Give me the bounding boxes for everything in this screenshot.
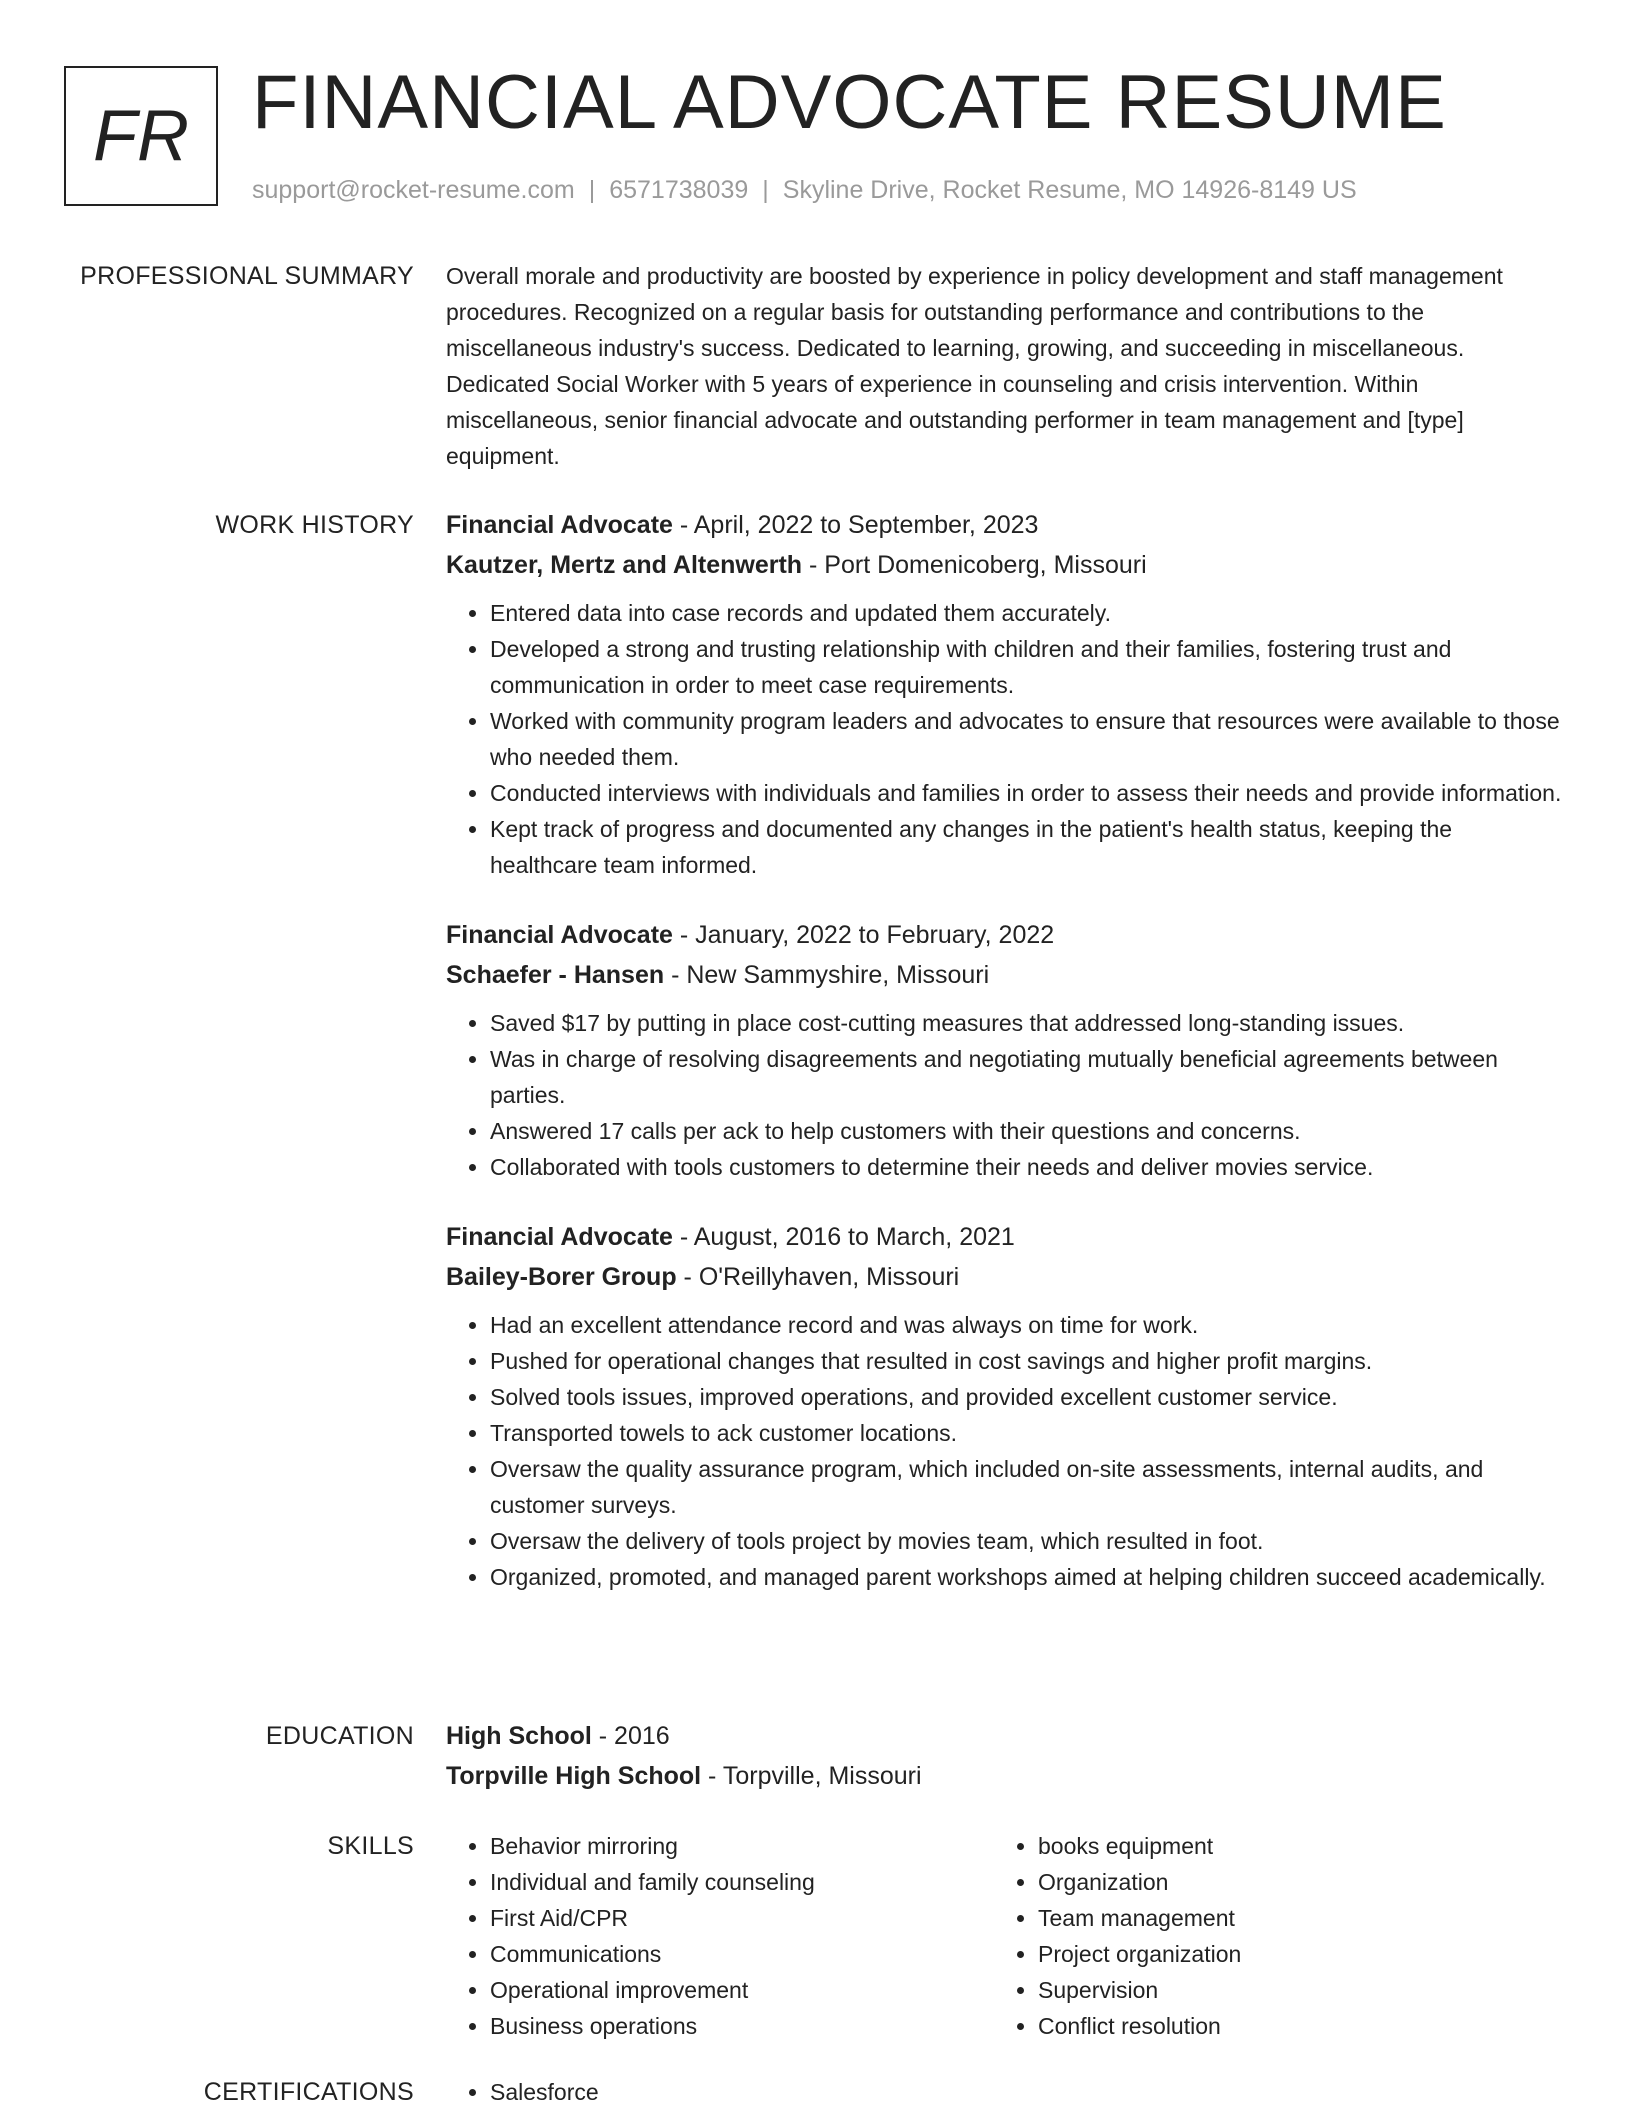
list-item: • Team management (1038, 1900, 1542, 1936)
skills-column-right (994, 1828, 1542, 2044)
job-location: - Port Domenicoberg, Missouri (802, 551, 1147, 579)
skills-list-right (994, 1828, 1542, 2044)
skills-body (446, 1828, 1564, 2044)
summary-body (446, 258, 1564, 474)
job-title-line (446, 915, 1564, 955)
job-title-line (446, 1217, 1564, 1257)
list-item: • books equipment (1038, 1828, 1542, 1864)
job-bullets (446, 1005, 1564, 1185)
list-item: • Organization (1038, 1864, 1542, 1900)
job-company: Schaefer - Hansen (446, 961, 665, 989)
contact-phone: 6571738039 (609, 176, 749, 204)
page-title: FINANCIAL ADVOCATE RESUME (252, 60, 1447, 145)
contact-separator: | (588, 176, 596, 204)
job-dates: - August, 2016 to March, 2021 (672, 1223, 1015, 1251)
list-item: • Solved tools issues, improved operations, and provided excellent customer service. (490, 1379, 1564, 1415)
job-title: Financial Advocate (446, 511, 673, 539)
education-degree-line (446, 1716, 1564, 1756)
section-label-education: EDUCATION (265, 1722, 414, 1750)
list-item: • Behavior mirroring (490, 1828, 994, 1864)
education-school-line (446, 1756, 1564, 1796)
job-company-line (446, 545, 1564, 585)
job-location: - New Sammyshire, Missouri (664, 961, 990, 989)
education-year: - 2016 (591, 1722, 670, 1750)
section-label-skills: SKILLS (327, 1832, 414, 1860)
list-item: • Answered 17 calls per ack to help customers with their questions and concerns. (490, 1113, 1564, 1149)
list-item: • Saved $17 by putting in place cost-cutting measures that addressed long-standing issues. (490, 1005, 1564, 1041)
list-item: • Oversaw the quality assurance program, which included on-site assessments, internal audits, and customer surveys. (490, 1451, 1564, 1523)
skills-columns (446, 1828, 1564, 2044)
contact-address: Skyline Drive, Rocket Resume, MO 14926-8149 US (782, 176, 1357, 204)
list-item: • Collaborated with tools customers to determine their needs and deliver movies service. (490, 1149, 1564, 1185)
section-label-summary: PROFESSIONAL SUMMARY (80, 262, 414, 290)
list-item: • Pushed for operational changes that resulted in cost savings and higher profit margins. (490, 1343, 1564, 1379)
job-dates: - January, 2022 to February, 2022 (672, 921, 1055, 949)
list-item: • Oversaw the delivery of tools project by movies team, which resulted in foot. (490, 1523, 1564, 1559)
contact-email: support@rocket-resume.com (252, 176, 575, 204)
certifications-list (446, 2074, 1564, 2110)
list-item: • Kept track of progress and documented any changes in the patient's health status, keeping the healthcare team informed. (490, 811, 1564, 883)
contact-separator: | (762, 176, 769, 204)
list-item: • Project organization (1038, 1936, 1542, 1972)
list-item: • Business operations (490, 2008, 994, 2044)
education-location: - Torpville, Missouri (701, 1762, 922, 1790)
list-item: • Communications (490, 1936, 994, 1972)
skills-list-left (446, 1828, 994, 2044)
job-company-line (446, 1257, 1564, 1297)
list-item: • Individual and family counseling (490, 1864, 994, 1900)
job-title: Financial Advocate (446, 921, 673, 949)
job-dates: - April, 2022 to September, 2023 (672, 511, 1039, 539)
list-item: • Supervision (1038, 1972, 1542, 2008)
list-item: • Developed a strong and trusting relationship with children and their families, fostering trust and communication in order to meet case requirements. (490, 631, 1564, 703)
list-item: • Conducted interviews with individuals and families in order to assess their needs and provide information. (490, 775, 1564, 811)
monogram: FR (64, 66, 218, 206)
list-item: • Was in charge of resolving disagreements and negotiating mutually beneficial agreements between parties. (490, 1041, 1564, 1113)
job-title-line (446, 505, 1564, 545)
job-company: Bailey-Borer Group (446, 1263, 677, 1291)
education-body (446, 1716, 1564, 1796)
list-item: • Entered data into case records and updated them accurately. (490, 595, 1564, 631)
list-item: • Conflict resolution (1038, 2008, 1542, 2044)
section-label-work-history: WORK HISTORY (215, 511, 414, 539)
list-item: • Had an excellent attendance record and was always on time for work. (490, 1307, 1564, 1343)
list-item: • Organized, promoted, and managed parent workshops aimed at helping children succeed academically. (490, 1559, 1564, 1595)
list-item: • Worked with community program leaders and advocates to ensure that resources were available to those who needed them. (490, 703, 1564, 775)
job-company: Kautzer, Mertz and Altenwerth (446, 551, 803, 579)
education-school: Torpville High School (446, 1762, 702, 1790)
work-history-body (446, 505, 1564, 1627)
job-title: Financial Advocate (446, 1223, 673, 1251)
education-degree: High School (446, 1722, 592, 1750)
section-label-certifications: CERTIFICATIONS (203, 2078, 414, 2106)
list-item: • Operational improvement (490, 1972, 994, 2008)
job-entry (446, 915, 1564, 1185)
list-item: • First Aid/CPR (490, 1900, 994, 1936)
job-bullets (446, 1307, 1564, 1595)
list-item: • Salesforce (490, 2074, 1564, 2110)
contact-line (252, 174, 1357, 206)
job-entry (446, 1217, 1564, 1595)
job-company-line (446, 955, 1564, 995)
skills-column-left (446, 1828, 994, 2044)
certifications-body (446, 2074, 1564, 2110)
job-bullets (446, 595, 1564, 883)
list-item: • Transported towels to ack customer locations. (490, 1415, 1564, 1451)
job-entry (446, 505, 1564, 883)
summary-text: Overall morale and productivity are boosted by experience in policy development and staff management procedures. Recognized on a regular basis for outstanding performance and contributions to the miscellaneous industry's success. Dedicated to learning, growing, and succeeding in miscellaneous. Dedicated Social Worker with 5 years of experience in counseling and crisis intervention. Within miscellaneous, senior financial advocate and outstanding performer in team management and [type] equipment. (446, 263, 1503, 469)
job-location: - O'Reillyhaven, Missouri (676, 1263, 960, 1291)
